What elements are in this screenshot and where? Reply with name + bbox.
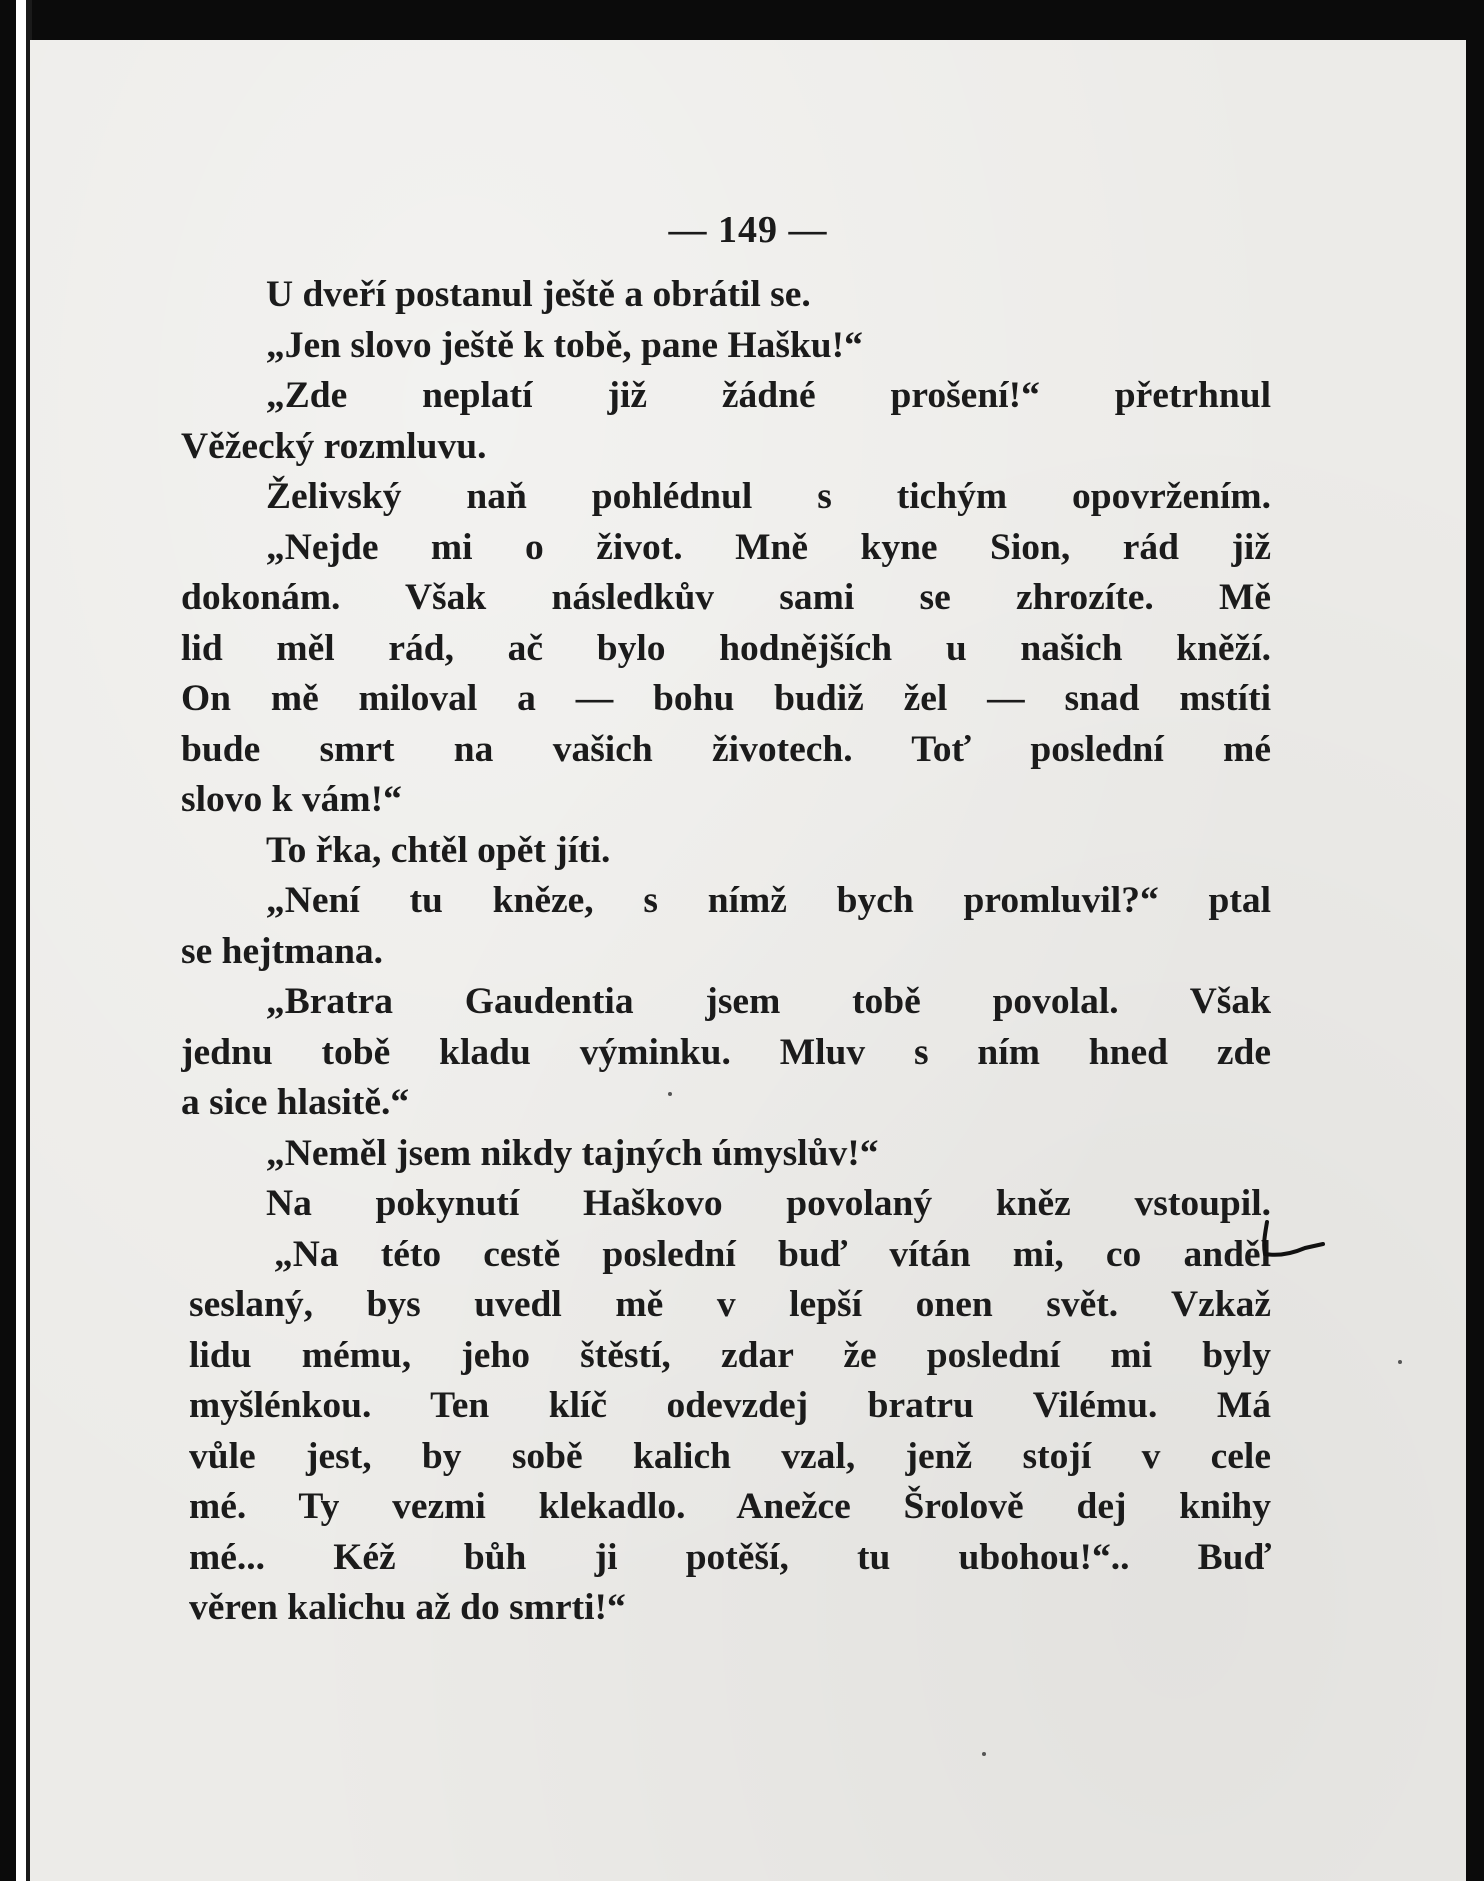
text-line: seslaný, bys uvedl mě v lepší onen svět. Vzkaž (189, 1284, 1271, 1325)
paper-speck (982, 1752, 986, 1756)
page-number: — 149 — (668, 209, 828, 251)
text-line: a sice hlasitě.“ (181, 1082, 410, 1123)
text-line: mé. Ty vezmi klekadlo. Anežce Šrolově dej knihy (189, 1486, 1271, 1527)
paper-speck (1398, 1360, 1402, 1364)
text-line: Želivský naň pohlédnul s tichým opovržením. (266, 476, 1271, 517)
text-line: mé... Kéž bůh ji potěší, tu ubohou!“.. Buď (189, 1536, 1271, 1578)
text-line: myšlénkou. Ten klíč odevzdej bratru Vilému. Má (189, 1385, 1271, 1426)
text-line: jednu tobě kladu výminku. Mluv s ním hned zde (181, 1031, 1271, 1073)
text-line: „Nejde mi o život. Mně kyne Sion, rád již (266, 526, 1271, 568)
text-line: Na pokynutí Haškovo povolaný kněz vstoupil. (266, 1183, 1271, 1224)
handwritten-mark-icon (1255, 1218, 1335, 1268)
text-line: bude smrt na vašich životech. Toť poslední mé (181, 728, 1271, 770)
text-line: Věžecký rozmluvu. (181, 425, 487, 467)
text-line: věren kalichu až do smrti!“ (189, 1587, 626, 1628)
paper-speck (668, 1092, 672, 1096)
text-line: To řka, chtěl opět jíti. (266, 829, 611, 871)
text-line: „Není tu kněze, s nímž bych promluvil?“ ptal (266, 880, 1271, 921)
text-line: lidu mému, jeho štěstí, zdar že poslední mi byly (189, 1334, 1271, 1376)
page-left-edge (16, 0, 26, 1881)
text-line: On mě miloval a — bohu budiž žel — snad mstíti (181, 678, 1271, 719)
text-line: „Jen slovo ještě k tobě, pane Hašku!“ (266, 324, 863, 366)
text-line: U dveří postanul ještě a obrátil se. (266, 274, 811, 315)
text-line: „Bratra Gaudentia jsem tobě povolal. Však (266, 981, 1271, 1022)
text-line: „Zde neplatí již žádné prošení!“ přetrhnul (266, 375, 1271, 416)
text-line: „Na této cestě poslední buď vítán mi, co anděl (274, 1233, 1271, 1275)
text-line: „Neměl jsem nikdy tajných úmyslův!“ (266, 1132, 879, 1174)
text-line: vůle jest, by sobě kalich vzal, jenž stojí v cele (189, 1435, 1271, 1477)
book-page (30, 40, 1466, 1881)
page-text-body (181, 270, 1271, 1634)
text-line: lid měl rád, ač bylo hodnějších u našich kněží. (181, 627, 1271, 669)
text-line: slovo k vám!“ (181, 779, 402, 820)
text-line: se hejtmana. (181, 930, 384, 972)
text-line: dokonám. Však následkův sami se zhrozíte. Mě (181, 577, 1271, 618)
